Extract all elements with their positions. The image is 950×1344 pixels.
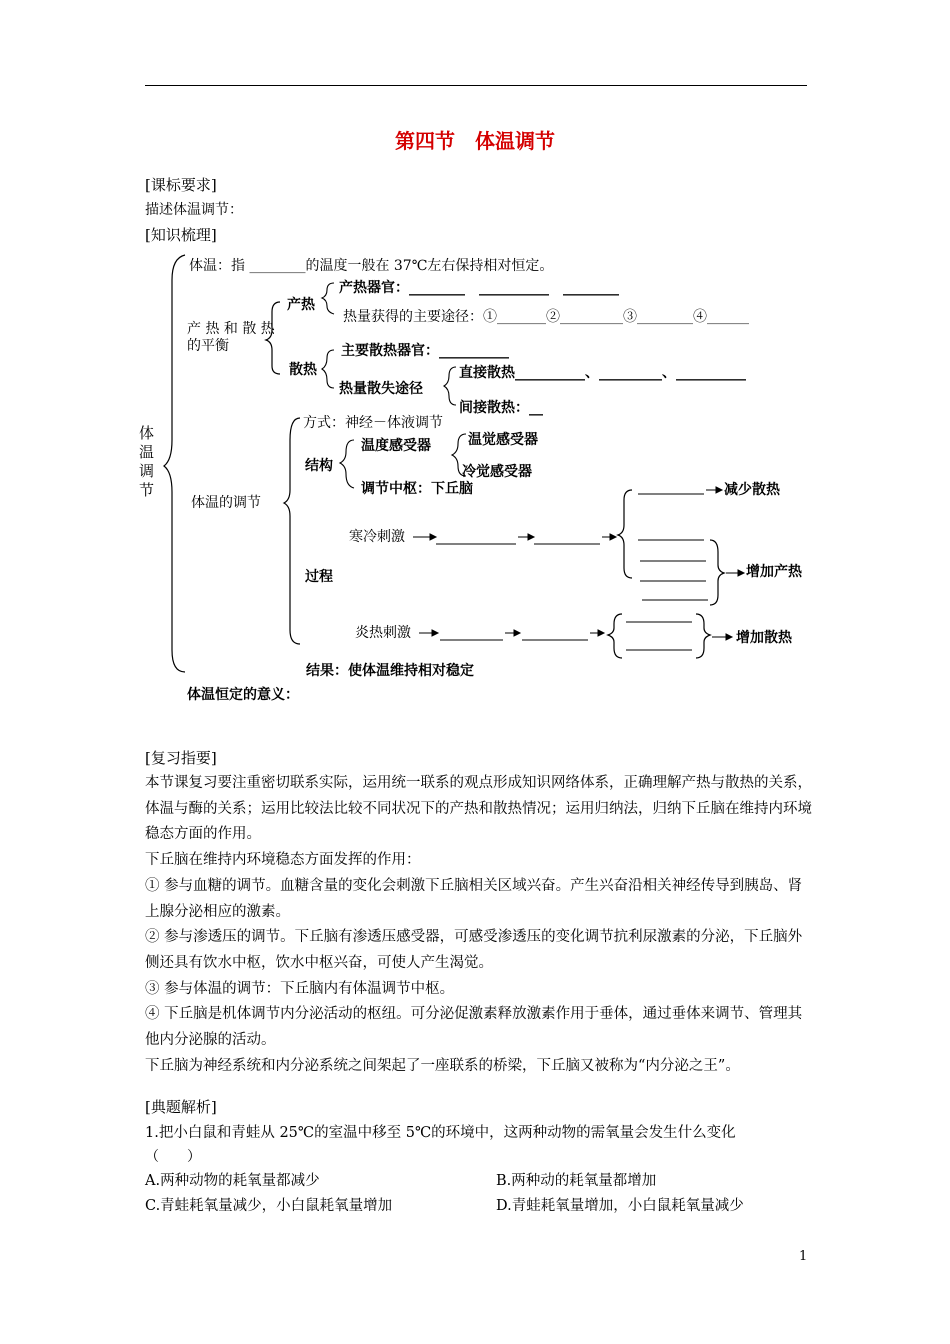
center-label: 调节中枢：下丘脑 xyxy=(361,481,473,497)
review-paragraph: 下丘脑在维持内环境稳态方面发挥的作用： xyxy=(145,852,421,869)
review-paragraph: ① 参与血糖的调节。血糖含量的变化会刺激下丘脑相关区域兴奋。产生兴奋沿相关神经传导到胰岛、肾上腺分泌相应的激素。 xyxy=(145,877,803,920)
balance-label: 产 热 和 散 热 的平衡 xyxy=(187,321,275,354)
meaning-label: 体温恒定的意义： xyxy=(187,687,299,703)
heat-loss-organ: 主要散热器官：__________ xyxy=(341,343,509,359)
option-b: B.两种动的耗氧量都增加 xyxy=(496,1173,657,1189)
review-paragraph: ② 参与渗透压的调节。下丘脑有渗透压感受器，可感受渗透压的变化调节抗利尿激素的分泌，下丘脑外侧还具有饮水中枢，饮水中枢兴奋，可使人产生渴觉。 xyxy=(145,929,803,971)
review-text xyxy=(145,771,815,1079)
review-paragraph: 下丘脑为神经系统和内分泌系统之间架起了一座联系的桥梁，下丘脑又被称为“内分泌之王”。 xyxy=(145,1057,740,1074)
section-review: [复习指要] xyxy=(145,749,217,767)
section-curriculum: [课标要求] xyxy=(145,176,217,194)
cold-receptor: 冷觉感受器 xyxy=(462,464,532,480)
increase-heat-loss: 增加散热 xyxy=(736,630,792,646)
option-a: A.两种动物的耗氧量都减少 xyxy=(145,1173,320,1189)
heat-gen-organ: 产热器官：________ __________ ________ xyxy=(339,280,619,296)
direct-loss: 直接散热__________、_________、__________ xyxy=(459,365,746,381)
increase-heat-gen: 增加产热 xyxy=(746,564,802,580)
heat-gen-ways: 热量获得的主要途径：①_______②_________③________④______ xyxy=(343,309,749,325)
indirect-loss: 间接散热：__ xyxy=(459,400,543,416)
hot-stimulus: 炎热刺激 xyxy=(355,625,411,641)
heat-loss-way: 热量散失途径 xyxy=(339,381,423,397)
diagram-root: 体温调节 xyxy=(139,424,155,499)
question-stem: 1.把小白鼠和青蛙从 25℃的室温中移至 5℃的环境中，这两种动物的需氧量会发生什么变化 xyxy=(145,1125,736,1141)
section-examples: [典题解析] xyxy=(145,1098,217,1116)
structure-label: 结构 xyxy=(305,458,333,474)
option-c: C.青蛙耗氧量减少，小白鼠耗氧量增加 xyxy=(145,1198,393,1214)
page-title: 第四节 体温调节 xyxy=(395,129,555,153)
review-paragraph: ④ 下丘脑是机体调节内分泌活动的枢纽。可分泌促激素释放激素作用于垂体，通过垂体来调节、管理其他内分泌腺的活动。 xyxy=(145,1006,803,1049)
regulation-label: 体温的调节 xyxy=(191,495,261,511)
review-paragraph: ③ 参与体温的调节：下丘脑内有体温调节中枢。 xyxy=(145,980,455,997)
mode-label: 方式：神经－体液调节 xyxy=(303,415,443,431)
result-label: 结果：使体温维持相对稳定 xyxy=(306,663,474,679)
heat-gen-label: 产热 xyxy=(287,297,315,313)
curriculum-text: 描述体温调节： xyxy=(145,202,243,218)
question-paren: （ ） xyxy=(145,1149,201,1165)
receptor-label: 温度感受器 xyxy=(361,438,431,454)
section-knowledge: [知识梳理] xyxy=(145,226,217,244)
heat-loss-label: 散热 xyxy=(289,362,317,378)
review-paragraph: 本节课复习要注重密切联系实际，运用统一联系的观点形成知识网络体系，正确理解产热与散热的关系，体温与酶的关系；运用比较法比较不同状况下的产热和散热情况；运用归纳法，归纳下丘脑在维持内环境稳态方面的作用。 xyxy=(145,775,812,843)
option-d: D.青蛙耗氧量增加，小白鼠耗氧量减少 xyxy=(496,1198,744,1214)
cold-stimulus: 寒冷刺激 xyxy=(349,529,405,545)
page-number: 1 xyxy=(799,1249,808,1264)
warm-receptor: 温觉感受器 xyxy=(468,432,538,448)
body-temp-line: 体温：指 ________的温度一般在 37℃左右保持相对恒定。 xyxy=(189,258,554,274)
reduce-heat-loss: 减少散热 xyxy=(724,482,780,498)
process-label: 过程 xyxy=(305,569,333,585)
